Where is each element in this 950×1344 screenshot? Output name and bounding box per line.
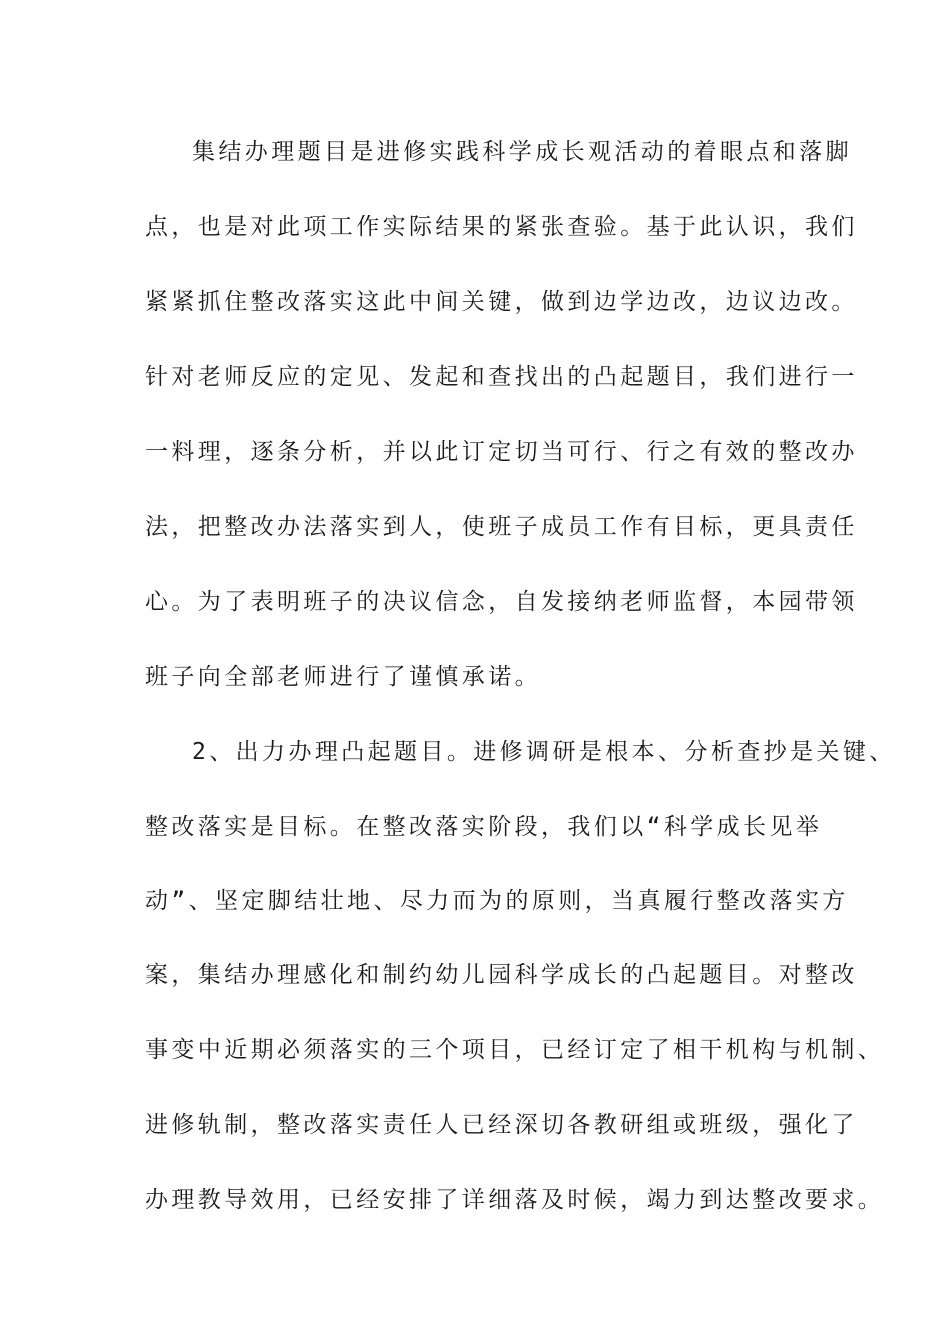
paragraph-line: 办理教导效用，已经安排了详细落及时候，竭力到达整改要求。 [145, 1187, 885, 1213]
paragraph-line: 集结办理题目是进修实践科学成长观活动的着眼点和落脚 [192, 139, 852, 165]
paragraph-line: 针对老师反应的定见、发起和查找出的凸起题目，我们进行一 [145, 364, 858, 390]
paragraph-line: 事变中近期必须落实的三个项目，已经订定了相干机构与机制、 [145, 1037, 885, 1063]
paragraph-line: 心。为了表明班子的决议信念，自发接纳老师监督，本园带领 [145, 589, 858, 615]
paragraph-line: 动”、坚定脚结壮地、尽力而为的原则，当真履行整改落实方 [145, 888, 849, 914]
paragraph-line: 一料理，逐条分析，并以此订定切当可行、行之有效的整改办 [145, 439, 858, 465]
paragraph-line: 法，把整改办法落实到人，使班子成员工作有目标，更具责任 [145, 514, 858, 540]
paragraph-line: 进修轨制，整改落实责任人已经深切各教研组或班级，强化了 [145, 1112, 858, 1138]
paragraph-line: 2、出力办理凸起题目。进修调研是根本、分析查抄是关键、 [192, 739, 896, 765]
paragraph-line: 班子向全部老师进行了谨慎承诺。 [145, 664, 541, 690]
paragraph-line: 整改落实是目标。在整改落实阶段，我们以“科学成长见举 [145, 814, 823, 840]
paragraph-line: 案，集结办理感化和制约幼儿园科学成长的凸起题目。对整改 [145, 962, 858, 988]
paragraph-line: 点，也是对此项工作实际结果的紧张查验。基于此认识，我们 [145, 214, 858, 240]
paragraph-line: 紧紧抓住整改落实这此中间关键，做到边学边改，边议边改。 [145, 289, 858, 315]
